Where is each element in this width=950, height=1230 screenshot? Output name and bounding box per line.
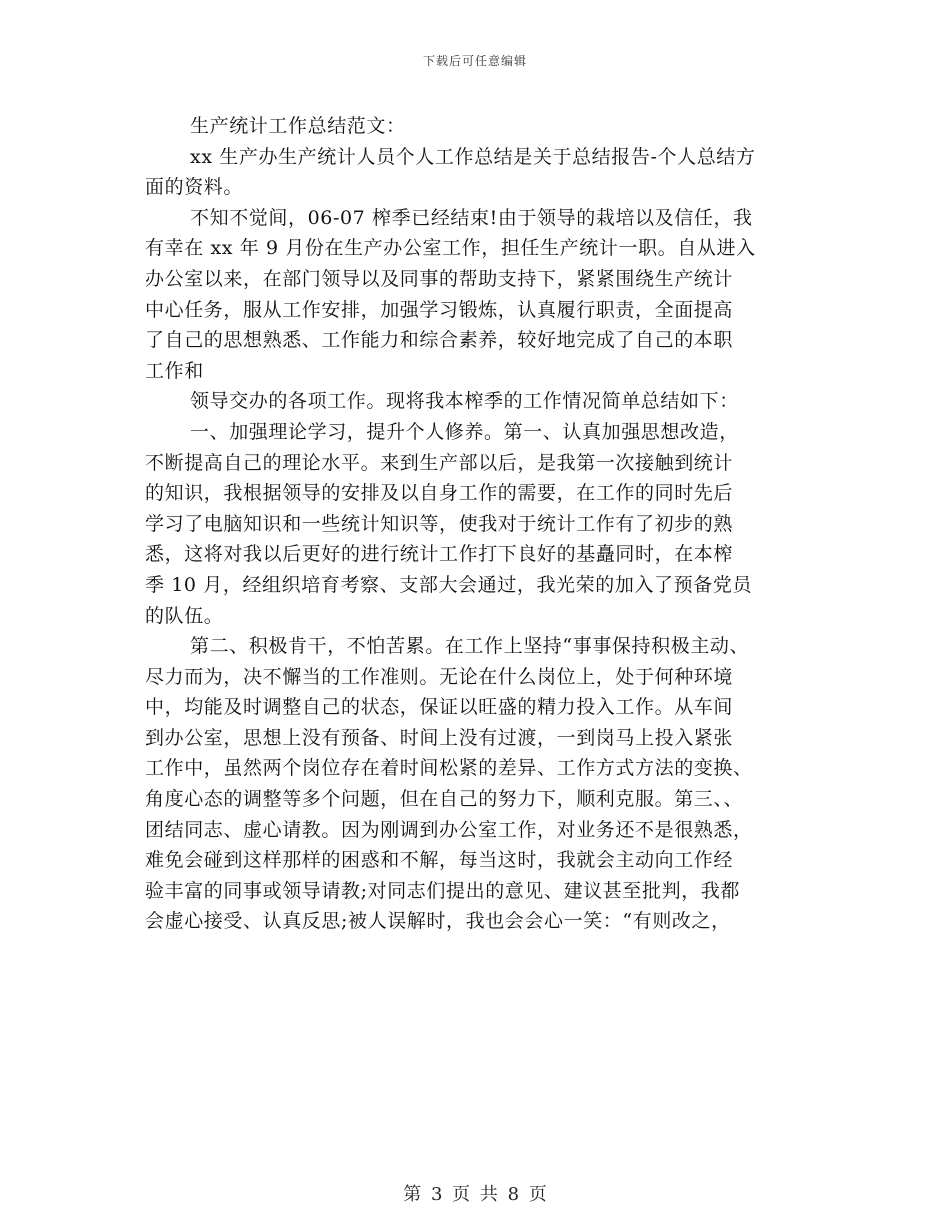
text-line: 验丰富的同事或领导请教;对同志们提出的意见、建议甚至批判，我都 — [145, 879, 741, 902]
text-line: 学习了电脑知识和一些统计知识等，使我对于统计工作有了初步的熟 — [145, 512, 734, 535]
text-line: xx 生产办生产统计人员个人工作总结是关于总结报告-个人总结方 — [190, 145, 756, 168]
text-line: 不知不觉间，06-07 榨季已经结束!由于领导的栽培以及信任，我 — [190, 206, 753, 229]
text-line: 领导交办的各项工作。现将我本榨季的工作情况简单总结如下： — [190, 390, 739, 413]
text-line: 有幸在 xx 年 9 月份在生产办公室工作，担任生产统计一职。自从进入 — [145, 237, 756, 260]
text-line: 工作和 — [145, 359, 204, 382]
text-line: 办公室以来，在部门领导以及同事的帮助支持下，紧紧围绕生产统计 — [145, 267, 734, 290]
text-line: 角度心态的调整等多个问题，但在自己的努力下，顺利克服。第三、、 — [145, 788, 744, 811]
text-line: 面的资料。 — [145, 176, 244, 199]
text-line: 一、加强理论学习，提升个人修养。第一、认真加强思想改造， — [190, 420, 739, 443]
text-line: 会虚心接受、认真反思;被人误解时，我也会会心一笑：“有则改之， — [145, 910, 731, 933]
text-line: 的队伍。 — [145, 604, 224, 627]
text-line: 季 10 月，经组织培育考察、支部大会通过，我光荣的加入了预备党员 — [145, 573, 753, 596]
text-line: 中心任务，服从工作安排，加强学习锻炼，认真履行职责，全面提高 — [145, 298, 734, 321]
text-line: 了自己的思想熟悉、工作能力和综合素养，较好地完成了自己的本职 — [145, 329, 734, 352]
text-line: 难免会碰到这样那样的困惑和不解，每当这时，我就会主动向工作经 — [145, 849, 734, 872]
text-line: 到办公室，思想上没有预备、时间上没有过渡，一到岗马上投入紧张 — [145, 726, 734, 749]
page-header: 下载后可任意编辑 — [422, 54, 527, 68]
text-line: 的知识，我根据领导的安排及以自身工作的需要，在工作的同时先后 — [145, 482, 734, 505]
text-line: 团结同志、虚心请教。因为刚调到办公室工作，对业务还不是很熟悉， — [145, 818, 753, 841]
text-line: 工作中，虽然两个岗位存在着时间松紧的差异、工作方式方法的变换、 — [145, 757, 753, 780]
page-footer: 第 3 页 共 8 页 — [403, 1184, 547, 1205]
text-line: 尽力而为，决不懈当的工作准则。无论在什么岗位上，处于何种环境 — [145, 665, 734, 688]
text-line: 中，均能及时调整自己的状态，保证以旺盛的精力投入工作。从车间 — [145, 696, 734, 719]
text-line: 第二、积极肯干，不怕苦累。在工作上坚持“事事保持积极主动、 — [190, 635, 750, 658]
text-line: 不断提高自己的理论水平。来到生产部以后，是我第一次接触到统计 — [145, 451, 734, 474]
document-body — [145, 111, 805, 937]
text-line: 悉，这将对我以后更好的进行统计工作打下良好的基矗同时，在本榨 — [145, 543, 734, 566]
text-line: 生产统计工作总结范文： — [190, 115, 406, 137]
